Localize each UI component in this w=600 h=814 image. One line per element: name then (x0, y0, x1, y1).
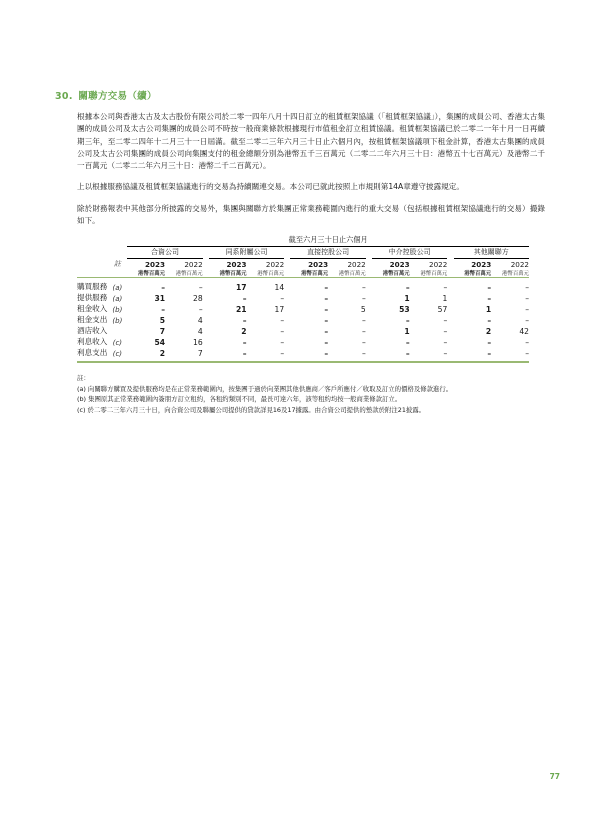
table-group-header-row (77, 247, 529, 258)
year-header-2-2023: 2023 (308, 259, 329, 269)
cell: – (443, 282, 448, 292)
cell: – (198, 304, 203, 314)
row-label: 租金支出 (77, 314, 108, 324)
cell: 17 (274, 304, 285, 314)
cell: – (242, 315, 247, 325)
paragraph-1: 根據本公司與香港太古及太古股份有限公司於二零一四年八月十四日訂立的租賃框架協議（「租賃框架協議」），集團的成員公司、香港太古集團的成員公司及太古公司集團的成員公司不時按一般商業條款根據現行市值租金訂立租賃協議。租賃框架協議已於二零二一年十月一日再續期三年，至二零二四年十二月三十一日屆滿。截至二零二三年六月三十日止六個月內，按租賃框架協議項下租金計算，香港太古集團的成員公司及太古公司集團的成員公司向集團支付的租金總額分別為港幣五千三百萬元（二零二二年六月三十日：港幣五十七百萬元）及港幣二千一百萬元（二零二二年六月三十日：港幣二千二百萬元）。 (77, 112, 545, 171)
related-party-transactions-table (77, 235, 529, 363)
year-header-3-2023: 2023 (389, 259, 410, 269)
row-label: 利息收入 (77, 336, 108, 346)
table-row (77, 314, 529, 325)
page-number: 77 (549, 772, 560, 781)
table-year-row (77, 259, 529, 269)
related-party-table-wrap (55, 235, 545, 363)
table-row (77, 281, 529, 292)
footnotes (55, 373, 545, 415)
paragraph-3: 除於財務報表中其他部分所披露的交易外，集團與關聯方於集團正常業務範圍內進行的重大交易（包括根據租賃框架協議進行的交易）撮錄如下。 (77, 203, 545, 226)
cell: – (280, 326, 285, 336)
table-row (77, 292, 529, 303)
cell: – (443, 348, 448, 358)
cell: 4 (197, 315, 203, 325)
cell: 2 (241, 326, 247, 336)
unit-3-2022: 港幣百萬元 (420, 270, 448, 277)
cell: 5 (360, 304, 366, 314)
cell: – (324, 337, 329, 347)
row-note: (a) (112, 294, 123, 303)
group-header-1: 同系附屬公司 (225, 248, 268, 257)
group-header-3: 中介控股公司 (388, 248, 431, 257)
cell: – (525, 282, 529, 292)
cell: – (242, 337, 247, 347)
cell: 17 (235, 282, 247, 292)
year-header-4-2022: 2022 (510, 259, 529, 269)
cell: – (280, 315, 285, 325)
cell: – (324, 304, 329, 314)
cell: – (487, 348, 492, 358)
year-header-0-2023: 2023 (145, 259, 166, 269)
cell: – (198, 282, 203, 292)
cell: – (405, 348, 410, 358)
footnote-item: (a) 向關聯方購買及提供服務均是在正常業務範圍內，按集團于過於向業團其他供應商／客戶所應付／收取及訂立的價格及條款進行。 (77, 385, 453, 394)
unit-2-2023: 港幣百萬元 (301, 270, 329, 277)
year-header-3-2022: 2022 (429, 259, 448, 269)
cell: – (280, 337, 285, 347)
cell: 4 (197, 326, 203, 336)
row-label: 利息支出 (77, 347, 108, 357)
row-note: (b) (112, 305, 123, 314)
cell: – (525, 348, 529, 358)
cell: – (405, 282, 410, 292)
cell: 2 (485, 326, 492, 336)
row-label: 酒店收入 (77, 325, 108, 335)
table-row (77, 325, 529, 336)
cell: 1 (404, 326, 410, 336)
cell: 1 (485, 304, 492, 314)
row-note: (c) (112, 349, 123, 358)
unit-3-2023: 港幣百萬元 (382, 270, 410, 277)
cell: – (487, 282, 492, 292)
cell: – (525, 337, 529, 347)
row-note: (a) (112, 283, 123, 292)
cell: – (324, 326, 329, 336)
cell: – (361, 293, 366, 303)
cell: – (242, 293, 247, 303)
year-header-4-2023: 2023 (471, 259, 492, 269)
cell: – (324, 293, 329, 303)
cell: – (280, 293, 285, 303)
cell: – (280, 348, 285, 358)
cell: 1 (442, 293, 448, 303)
row-label: 提供服務 (77, 292, 108, 302)
section-number: 30. (55, 91, 73, 102)
page-content (55, 88, 545, 415)
table-bottom-green-rule (77, 358, 529, 362)
row-note (107, 325, 127, 336)
unit-0-2023: 港幣百萬元 (138, 270, 166, 277)
row-label: 購買服務 (77, 281, 108, 291)
footnotes-title: 註： (77, 373, 90, 382)
row-note: (b) (112, 316, 123, 325)
cell: – (361, 337, 366, 347)
cell: 14 (274, 282, 285, 292)
cell: – (361, 348, 366, 358)
group-header-0: 合資公司 (151, 248, 180, 257)
cell: 2 (159, 348, 166, 358)
unit-4-2023: 港幣百萬元 (464, 270, 492, 277)
row-label: 租金收入 (77, 303, 108, 313)
unit-4-2022: 港幣百萬元 (502, 270, 529, 277)
cell: – (405, 337, 410, 347)
cell: – (242, 348, 247, 358)
cell: 31 (154, 293, 166, 303)
cell: – (361, 326, 366, 336)
note-col-header: 註 (113, 259, 121, 268)
footnote-item: (c) 於二零二三年六月三十日，向合資公司及聯屬公司提供的貸款詳見16及17據露。由合資公司提供的墊款於附注21披露。 (77, 405, 426, 414)
cell: – (161, 304, 166, 314)
unit-1-2023: 港幣百萬元 (219, 270, 247, 277)
table-span-row (77, 235, 529, 245)
table-row (77, 303, 529, 314)
cell: 54 (154, 337, 166, 347)
cell: – (487, 337, 492, 347)
cell: 1 (404, 293, 410, 303)
table-span-title: 截至六月三十日止六個月 (288, 235, 368, 245)
cell: – (361, 315, 366, 325)
cell: 16 (192, 337, 203, 347)
row-note: (c) (112, 338, 123, 347)
year-header-2-2022: 2022 (347, 259, 366, 269)
section-heading (55, 88, 545, 102)
unit-2-2022: 港幣百萬元 (338, 270, 366, 277)
cell: 7 (159, 326, 166, 336)
cell: 7 (197, 348, 203, 358)
table-row (77, 336, 529, 347)
cell: – (361, 282, 366, 292)
year-header-1-2023: 2023 (226, 259, 247, 269)
cell: 5 (159, 315, 166, 325)
cell: – (443, 315, 448, 325)
unit-0-2022: 港幣百萬元 (175, 270, 203, 277)
cell: 57 (437, 304, 448, 314)
cell: – (324, 282, 329, 292)
unit-1-2022: 港幣百萬元 (257, 270, 285, 277)
section-title: 關聯方交易（續） (78, 91, 157, 102)
table-row (77, 347, 529, 358)
cell: – (324, 348, 329, 358)
year-header-0-2022: 2022 (184, 259, 203, 269)
year-header-1-2022: 2022 (265, 259, 285, 269)
cell: – (487, 315, 492, 325)
cell: – (443, 337, 448, 347)
group-header-2: 直接控股公司 (307, 248, 350, 257)
cell: 53 (399, 304, 410, 314)
cell: 21 (235, 304, 247, 314)
cell: 28 (192, 293, 203, 303)
paragraph-2: 上以根據服務協議及租賃框架協議進行的交易為持續關連交易。本公司已就此按照上市規則第14A章遵守披露規定。 (77, 182, 464, 192)
table-unit-row (77, 269, 529, 278)
cell: – (525, 315, 529, 325)
cell: – (487, 293, 492, 303)
cell: 42 (519, 326, 529, 336)
cell: – (161, 282, 166, 292)
cell: – (405, 315, 410, 325)
group-header-4: 其他關聯方 (473, 248, 509, 257)
footnote-item: (b) 集團原其正常業務範圍內簽朋方訂立租約，各租約類別不同，最長可達六年，該等租約均按一般商業條款訂立。 (77, 395, 402, 404)
cell: – (324, 315, 329, 325)
cell: – (443, 326, 448, 336)
cell: – (525, 293, 529, 303)
cell: – (525, 304, 529, 314)
